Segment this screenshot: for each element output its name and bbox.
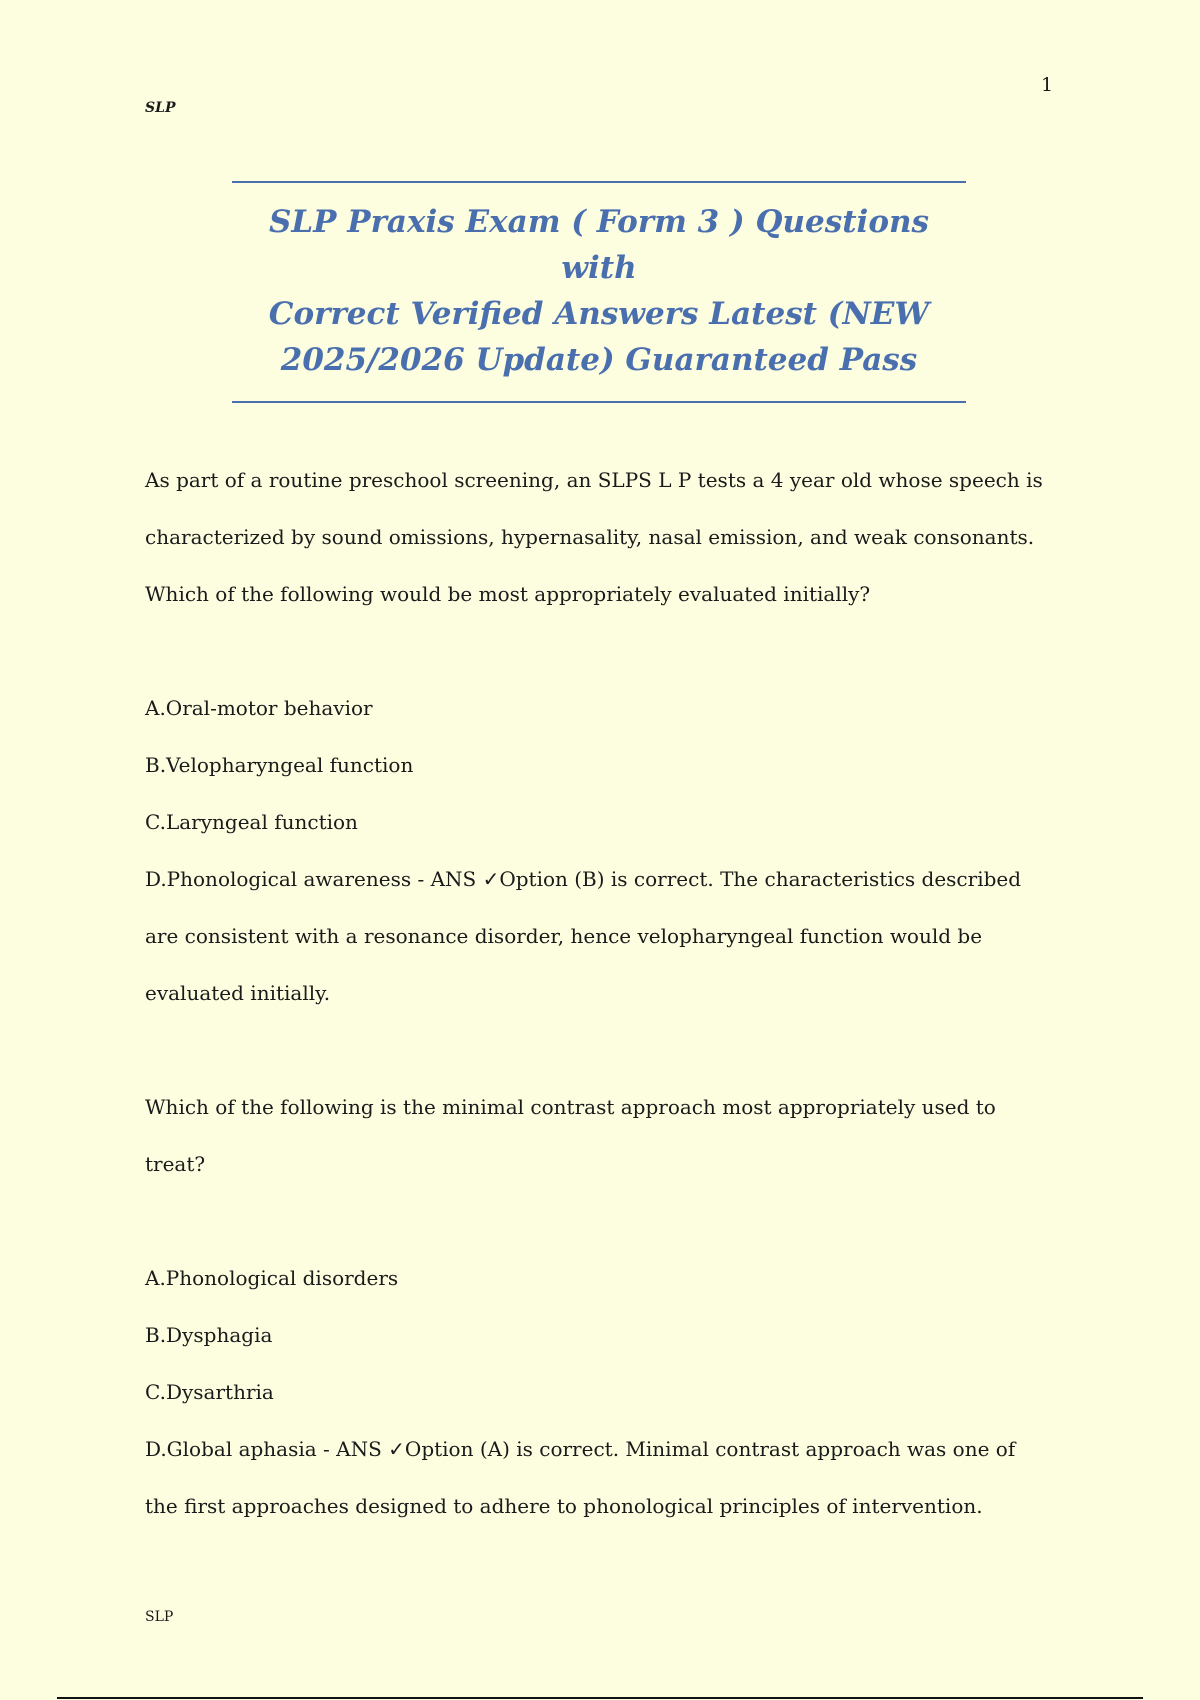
question-2 (145, 1079, 1065, 1535)
answer-option: C.Dysarthria (145, 1380, 274, 1404)
question-stem-line: characterized by sound omissions, hypernasality, nasal emission, and weak consonants. (145, 525, 1035, 549)
answer-explanation-line: the first approaches designed to adhere to phonological principles of intervention. (145, 1494, 983, 1518)
spacer (145, 623, 1065, 680)
answer-option: B.Velopharyngeal function (145, 753, 414, 777)
title-line-2: Correct Verified Answers Latest (NEW (268, 296, 930, 332)
footer-divider (57, 1697, 1143, 1699)
spacer (145, 1022, 1065, 1079)
answer-explanation-line: evaluated initially. (145, 981, 331, 1005)
question-stem-line: As part of a routine preschool screening, an SLPS L P tests a 4 year old whose speech is (145, 468, 1043, 492)
answer-option: A.Oral-motor behavior (145, 696, 373, 720)
page-number: 1 (1041, 74, 1054, 96)
answer-option: A.Phonological disorders (145, 1266, 399, 1290)
question-stem-line: treat? (145, 1152, 206, 1176)
question-stem-line: Which of the following is the minimal contrast approach most appropriately used to (145, 1095, 996, 1119)
spacer (145, 1193, 1065, 1250)
answer-option: C.Laryngeal function (145, 810, 358, 834)
answer-option: D.Phonological awareness - ANS ✓Option (B) is correct. The characteristics described (145, 867, 1022, 891)
question-1 (145, 452, 1065, 1022)
document-body (145, 452, 1065, 1535)
question-stem-line: Which of the following would be most appropriately evaluated initially? (145, 582, 871, 606)
header-label: SLP (145, 100, 176, 116)
answer-option: D.Global aphasia - ANS ✓Option (A) is correct. Minimal contrast approach was one of (145, 1437, 1016, 1461)
answer-explanation-line: are consistent with a resonance disorder, hence velopharyngeal function would be (145, 924, 983, 948)
answer-option: B.Dysphagia (145, 1323, 273, 1347)
title-line-1: SLP Praxis Exam ( Form 3 ) Questions with (269, 204, 929, 286)
document-title (232, 181, 966, 403)
title-line-3: 2025/2026 Update) Guaranteed Pass (280, 342, 918, 378)
footer-label: SLP (145, 1609, 174, 1625)
